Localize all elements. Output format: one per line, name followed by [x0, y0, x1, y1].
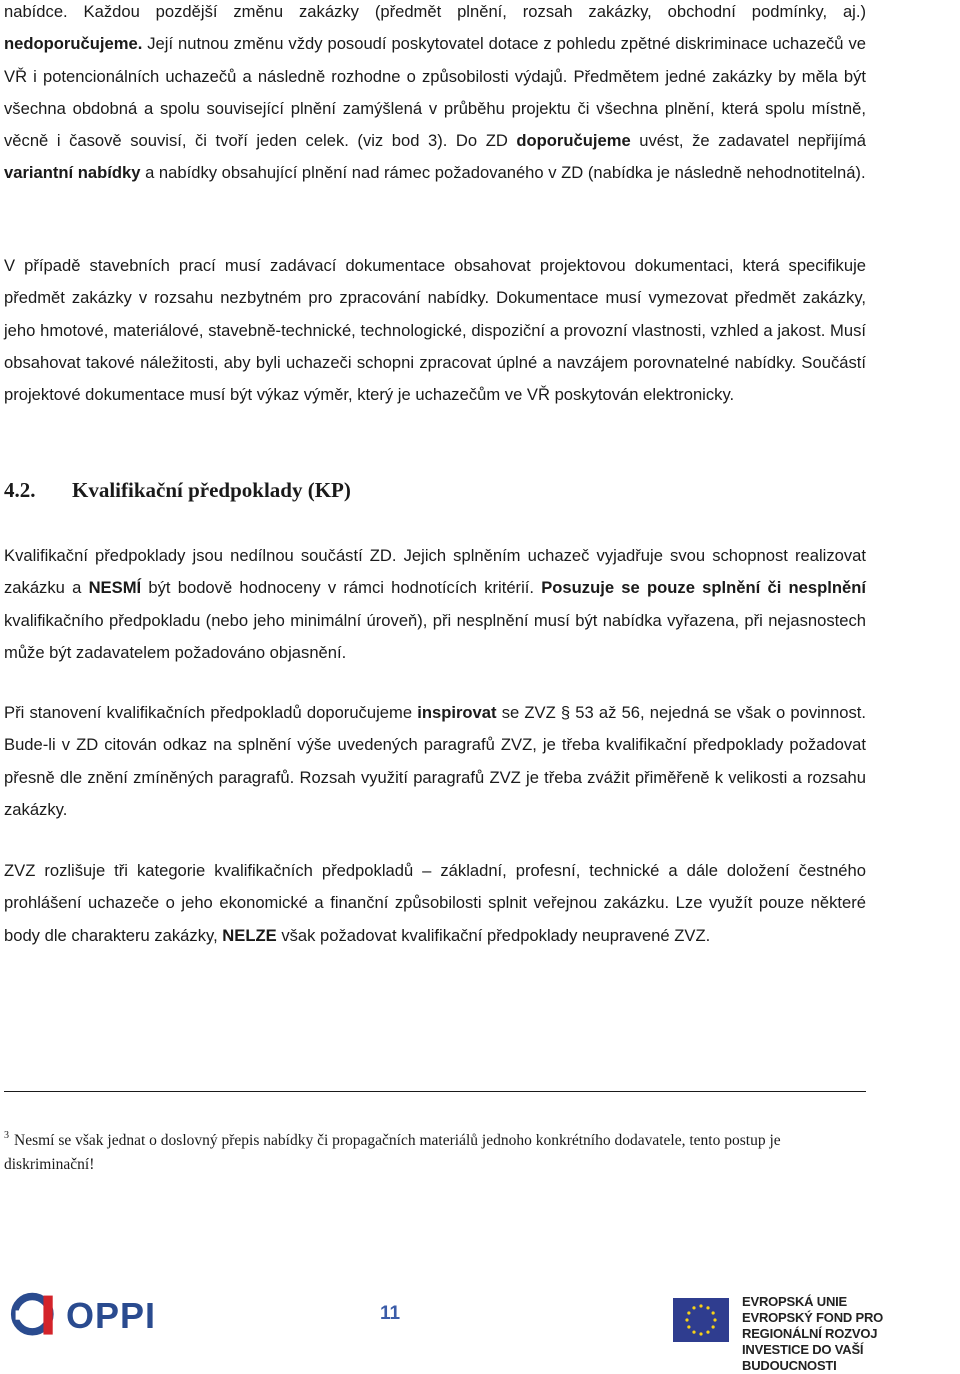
- text-run: uvést, že zadavatel nepřijímá: [630, 131, 866, 151]
- text-run: V případě stavebních prací musí zadávací dokumentace obsahovat projektovou dokumentaci, která specifikuje předmět zakázky v rozsahu nezbytném pro zpracování nabídky. Dokumentace musí vymezovat předmět zakázky, jeho hmotové, materiálové, stavebně-technické, technologické, dispoziční a provozní vlastnosti, vzhled a jakost. Musí obsahovat takové náležitosti, aby byli uchazeči schopni zpracovat úplné a navzájem porovnatelné nabídky. Součástí projektové dokumentace musí být výkaz výměr, který je uchazečům ve VŘ poskytován elektronicky.: [4, 256, 866, 405]
- text-run: Při stanovení kvalifikačních předpokladů doporučujeme: [4, 703, 418, 722]
- footnote-separator: [4, 1091, 866, 1092]
- footnote-text: Nesmí se však jednat o doslovný přepis nabídky či propagačních materiálů jednoho konkrétního dodavatele, tento postup je diskriminační!: [4, 1132, 781, 1173]
- bold-text: doporučujeme: [516, 131, 631, 151]
- eu-star: [713, 1318, 716, 1321]
- text-run: kvalifikačního předpokladu (nebo jeho minimální úroveň), při nesplnění musí být nabídka vyřazena, při nejasnostech může být zadavatelem požadováno objasnění.: [4, 610, 866, 662]
- section-number: 4.2.: [4, 478, 36, 502]
- bold-text: Posuzuje se pouze splnění či nesplnění: [541, 578, 866, 598]
- eu-star: [692, 1306, 695, 1309]
- eu-star: [692, 1331, 695, 1334]
- page-number: 11: [380, 1303, 401, 1324]
- eu-text-block: [742, 1294, 960, 1374]
- eu-star: [712, 1311, 715, 1314]
- paragraph-2: [4, 250, 866, 411]
- bold-text: inspirovat: [417, 703, 497, 722]
- section-title: Kvalifikační předpoklady (KP): [72, 478, 351, 502]
- eu-star: [699, 1332, 702, 1335]
- bold-text: variantní nabídky: [4, 163, 141, 183]
- eu-star: [687, 1311, 690, 1314]
- text-run: se ZVZ § 53 až 56, nejedná se však o povinnost. Bude-li v ZD citován odkaz na splnění výše uvedených paragrafů ZVZ, je třeba kvalifikační předpoklady požadovat přesně dle znění zmíněných paragrafů. Rozsah využití paragrafů ZVZ je třeba zvážit přiměřeně k velikosti a rozsahu zakázky.: [4, 703, 867, 819]
- paragraph-4: [4, 697, 866, 826]
- text-run: být bodově hodnoceny v rámci hodnotících kritérií.: [141, 578, 542, 598]
- page-footer: [0, 1290, 960, 1373]
- footnote: [4, 1124, 866, 1177]
- eu-star: [699, 1304, 702, 1307]
- eu-line-3: INVESTICE DO VAŠÍ BUDOUCNOSTI: [742, 1342, 864, 1373]
- eu-star: [685, 1318, 688, 1321]
- text-run: ZVZ rozlišuje tři kategorie kvalifikačních předpokladů – základní, profesní, technické a dále doložení čestného prohlášení uchazeče o jeho ekonomické a finanční způsobilosti splnit veřejnou zakázku. Lze využít pouze některé body dle charakteru zakázky,: [4, 861, 866, 945]
- paragraph-3: [4, 540, 866, 669]
- eu-star: [712, 1325, 715, 1328]
- paragraph-5: [4, 855, 866, 952]
- text-run: Její nutnou změnu vždy posoudí poskytovatel dotace z pohledu zpětné diskriminace uchazečů ve VŘ i potencionálních uchazečů a následně rozhodne o způsobilosti výdajů. Předmětem jedné zakázky by měla být všechna obdobná a spolu související plnění zamýšlená v průběhu projektu či všechna plnění, která spolu místně, věcně i časově souvisí, či tvoří jeden celek. (viz bod 3). Do ZD: [4, 34, 866, 151]
- text-run: však požadovat kvalifikační předpoklady neupravené ZVZ.: [276, 925, 711, 945]
- paragraph-1: [4, 0, 866, 190]
- eu-line-1: EVROPSKÁ UNIE: [742, 1294, 848, 1309]
- section-heading: [4, 478, 866, 503]
- text-run: a nabídky obsahující plnění nad rámec požadovaného v ZD (nabídka je následně nehodnotitelná).: [140, 163, 866, 183]
- eu-star: [706, 1331, 709, 1334]
- text-run: Kvalifikační předpoklady jsou nedílnou součástí ZD. Jejich splněním uchazeč vyjadřuje svou schopnost realizovat zakázku a: [4, 546, 866, 598]
- eu-flag-icon: [673, 1298, 729, 1342]
- eu-star: [706, 1306, 709, 1309]
- footnote-mark: 3: [4, 1130, 9, 1141]
- bold-text: nedoporučujeme.: [4, 34, 143, 54]
- text-run: nabídce. Každou pozdější změnu zakázky (předmět plnění, rozsah zakázky, obchodní podmínky, aj.): [4, 2, 866, 21]
- oppi-logo-icon: [8, 1290, 64, 1342]
- eu-line-2: EVROPSKÝ FOND PRO REGIONÁLNÍ ROZVOJ: [742, 1310, 884, 1341]
- bold-text: NELZE: [222, 925, 277, 945]
- eu-star: [687, 1325, 690, 1328]
- bold-text: NESMÍ: [88, 578, 142, 598]
- oppi-logo-text: OPPI: [66, 1295, 157, 1336]
